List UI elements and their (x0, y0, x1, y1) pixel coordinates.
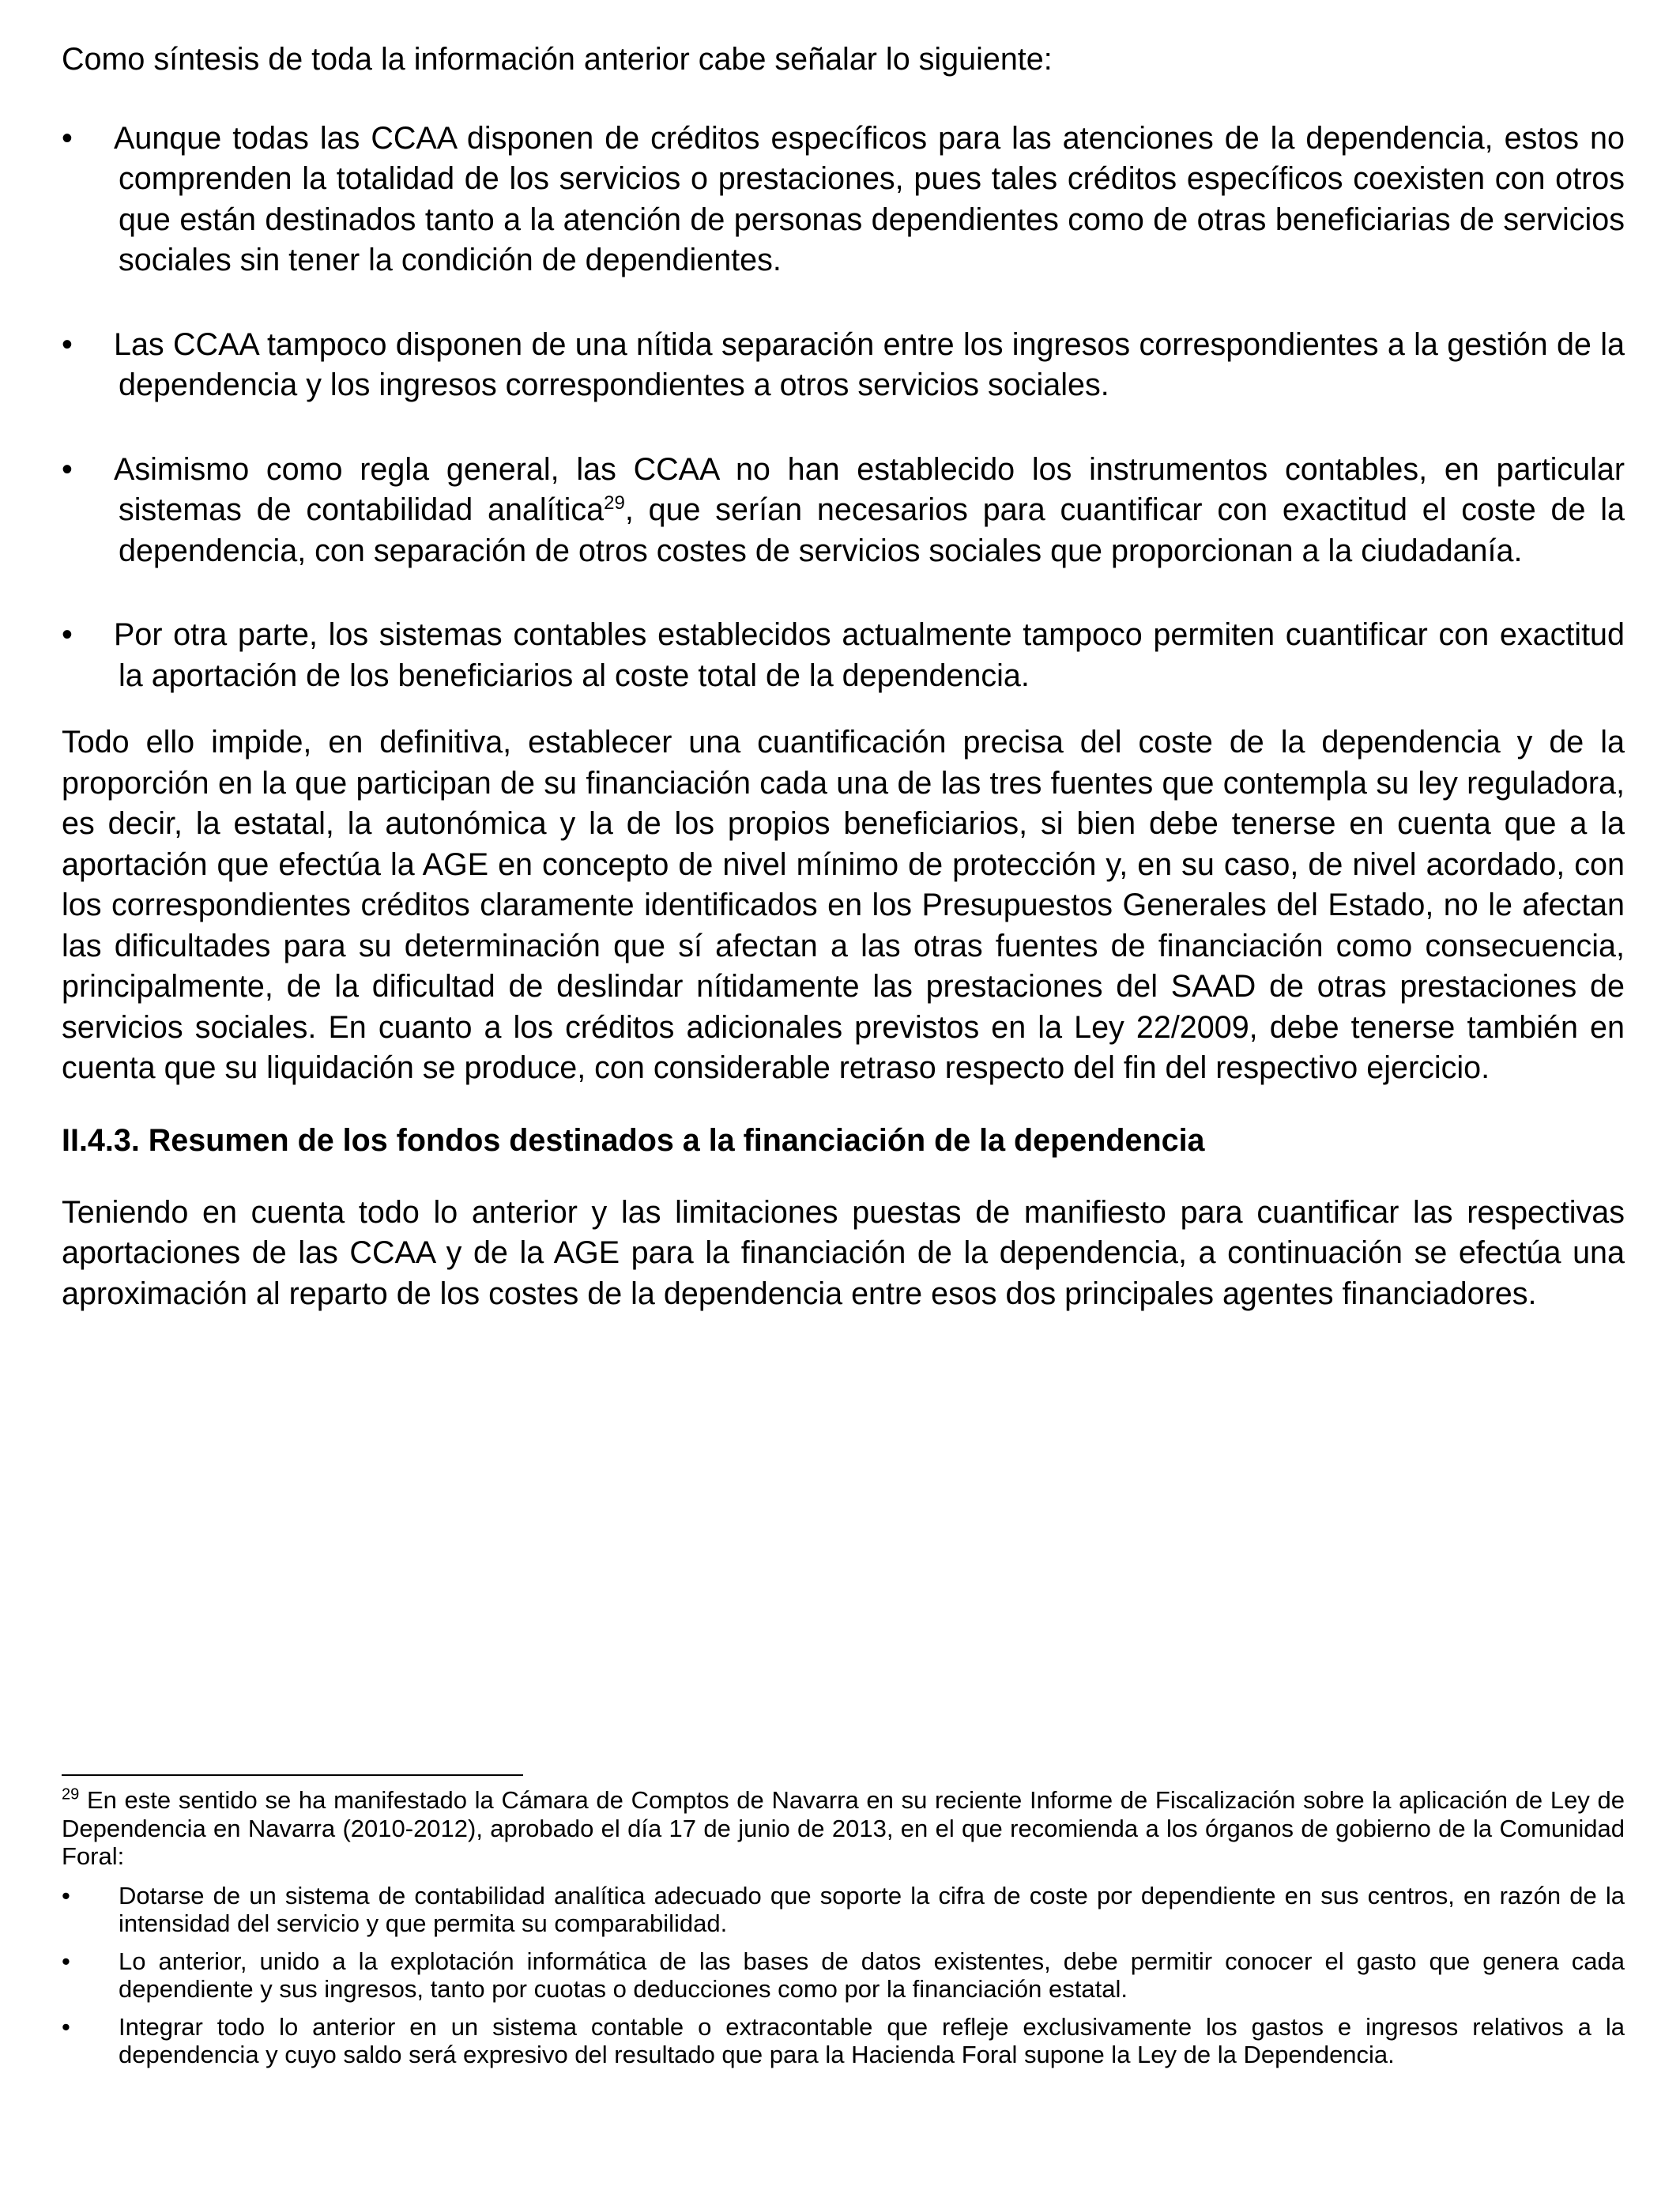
footnote-item-text: Integrar todo lo anterior en un sistema contable o extracontable que refleje exclusivamente los gastos e ingresos relativos a la dependencia y cuyo saldo será expresivo del resultado que para la Hacienda Foral supone la Ley de la Dependencia. (119, 2012, 1625, 2068)
footnote-area (62, 1786, 1625, 2079)
main-text (62, 40, 1625, 1314)
footnote-item-text: Dotarse de un sistema de contabilidad analítica adecuado que soporte la cifra de coste por dependiente en sus centros, en razón de la intensidad del servicio y que permita su comparabilidad. (119, 1881, 1625, 1937)
bullet-icon: • (62, 1947, 70, 1975)
list-item (62, 1882, 1625, 1938)
bullet-icon: • (62, 617, 73, 652)
footnote-text: $^{29}$ En este sentido se ha manifestado la Cámara de Comptos de Navarra en su reciente Informe de Fiscalización sobre la aplicación de Ley de Dependencia en Navarra (2010-2012), aprobado el día 17 de junio de 2013, en el que recomienda a los órganos de gobierno de la Comunidad Foral: (62, 1785, 1625, 1870)
footnote-bullet-list (62, 1882, 1625, 2069)
list-item (62, 119, 1625, 281)
bullet-text: Por otra parte, los sistemas contables establecidos actualmente tampoco permiten cuantificar con exactitud la aportación de los beneficiarios al coste total de la dependencia. (114, 617, 1625, 693)
footnote-reference[interactable]: 29 (604, 492, 625, 514)
bullet-icon: • (62, 326, 73, 362)
bullet-text: Las CCAA tampoco disponen de una nítida separación entre los ingresos correspondientes a la gestión de la dependencia y los ingresos correspondientes a otros servicios sociales. (114, 326, 1625, 402)
bullet-text: Asimismo como regla general, las CCAA no han establecido los instrumentos contables, en particular sistemas de contabilidad analítica$^{29}$, que serían necesarios para cuantificar con exactitud el coste de la dependencia, con separación de otros costes de servicios sociales que proporcionan a la ciudadanía. (114, 451, 1625, 568)
list-item (62, 1947, 1625, 2004)
body-paragraph: Teniendo en cuenta todo lo anterior y las limitaciones puestas de manifiesto para cuantificar las respectivas aportaciones de las CCAA y de la AGE para la financiación de la dependencia, a continuación se efectúa una aproximación al reparto de los costes de la dependencia entre esos dos principales agentes financiadores. (62, 1194, 1625, 1311)
bullet-text: Aunque todas las CCAA disponen de créditos específicos para las atenciones de la dependencia, estos no comprenden la totalidad de los servicios o prestaciones, pues tales créditos específicos coexisten con otros que están destinados tanto a la atención de personas dependientes como de otras beneficiarias de servicios sociales sin tener la condición de dependientes. (114, 120, 1625, 277)
section-heading: II.4.3. Resumen de los fondos destinados a la financiación de la dependencia (62, 1122, 1205, 1158)
list-item (62, 2013, 1625, 2069)
summary-bullet-list (62, 119, 1625, 697)
intro-paragraph: Como síntesis de toda la información anterior cabe señalar lo siguiente: (62, 42, 1053, 77)
footnote-divider (62, 1774, 523, 1776)
list-item (62, 325, 1625, 406)
bullet-icon: • (62, 2012, 70, 2041)
body-paragraph: Todo ello impide, en definitiva, establecer una cuantificación precisa del coste de la dependencia y de la proporción en la que participan de su financiación cada una de las tres fuentes que contempla su ley reguladora, es decir, la estatal, la autonómica y la de los propios beneficiarios, si bien debe tenerse en cuenta que a la aportación que efectúa la AGE en concepto de nivel mínimo de protección y, en su caso, de nivel acordado, con los correspondientes créditos claramente identificados en los Presupuestos Generales del Estado, no le afectan las dificultades para su determinación que sí afectan a las otras fuentes de financiación como consecuencia, principalmente, de la dificultad de deslindar nítidamente las prestaciones del SAAD de otras prestaciones de servicios sociales. En cuanto a los créditos adicionales previstos en la Ley 22/2009, debe tenerse también en cuenta que su liquidación se produce, con considerable retraso respecto del fin del respectivo ejercicio. (62, 725, 1625, 1085)
footnote-item-text: Lo anterior, unido a la explotación informática de las bases de datos existentes, debe permitir conocer el gasto que genera cada dependiente y sus ingresos, tanto por cuotas o deducciones como por la financiación estatal. (119, 1947, 1625, 2003)
list-item (62, 450, 1625, 572)
bullet-icon: • (62, 451, 73, 487)
bullet-icon: • (62, 120, 73, 156)
list-item (62, 615, 1625, 696)
bullet-icon: • (62, 1881, 70, 1909)
footnote-number: 29 (62, 1785, 80, 1804)
